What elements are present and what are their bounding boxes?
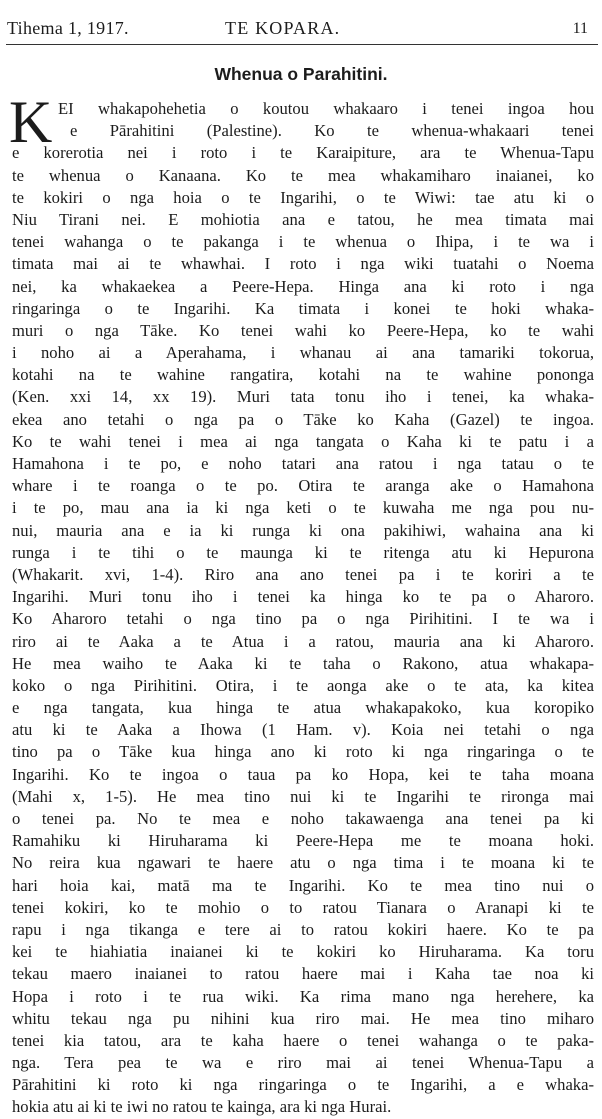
text-line: EI whakapohehetia o koutou whakaaro i tenei ingoa hou	[58, 99, 594, 118]
text-line: koko o nga Pirihitini. Otira, i te aonga ake o te ata, ka kitea	[12, 675, 594, 695]
text-line: (Whakarit. xvi, 1-4). Riro ana ano tenei pa i te koriri a te	[12, 564, 594, 584]
text-line: te kokiri o nga hoia o te Ingarihi, o te Wiwi: tae atu ki o	[12, 187, 594, 207]
text-line: rapu i nga tikanga e tere ai to ratou kokiri haere. Ko te pa	[12, 919, 594, 939]
text-line: (Ken. xxi 14, xx 19). Muri tata tonu iho i tenei, ka whaka-	[12, 387, 594, 407]
text-line: ekea ano tetahi o nga pa o Tāke ko Kaha (Gazel) te ingoa.	[12, 409, 594, 429]
text-line: te whenua o Kanaana. Ko te mea whakamiharo inaianei, ko	[12, 165, 594, 185]
text-line: riro ai te Aaka a te Atua i a ratou, mauria ana ki Aharoro.	[12, 631, 594, 651]
text-line: whare i te roanga o te po. Otira te aranga ake o Hamahona	[12, 476, 594, 496]
text-line: o tenei pa. No te mea e noho takawaenga ana tenei pa ki	[12, 809, 594, 828]
text-line: ringaringa o te Ingarihi. Ka timata i konei te hoki whaka-	[12, 298, 594, 318]
article-body	[9, 89, 594, 1119]
text-line: nga. Tera pea te wa e riro mai ai tenei Whenua-Tapu a	[12, 1053, 594, 1073]
text-line: tenei kokiri, ko te mohio o to ratou Tianara o Aranapi ki te	[12, 897, 594, 917]
text-line: Hopa i roto i te rua wiki. Ka rima mano nga herehere, ka	[12, 986, 594, 1006]
text-line: hari hoia kai, matā ma te Ingarihi. Ko te mea tino nui o	[12, 875, 594, 895]
text-line: e Pārahitini (Palestine). Ko te whenua-whakaari tenei	[70, 121, 594, 141]
text-line: i te po, mau ana ia ki nga keti o te kuwaha me nga pou nu-	[12, 498, 594, 518]
text-line: e korerotia nei i roto i te Karaipiture, ara te Whenua-Tapu	[12, 143, 594, 163]
text-line: Pārahitini ki roto ki nga ringaringa o te Ingarihi, a e whaka-	[12, 1075, 594, 1095]
text-line: Ko Aharoro tetahi o nga tino pa o nga Pirihitini. I te wa i	[12, 609, 594, 629]
text-line: No reira kua ngawari te haere atu o nga tima i te moana ki te	[12, 853, 594, 873]
page-number: 11	[572, 20, 588, 37]
text-line: Hamahona i te po, e noho tatari ana ratou i nga tatau o te	[12, 454, 594, 473]
text-line: Ko te wahi tenei i mea ai nga tangata o Kaha ki te patu i a	[12, 431, 594, 451]
issue-date: Tihema 1, 1917.	[7, 18, 129, 38]
text-line: e nga tangata, kua hinga te atua whakapakoko, kua koropiko	[12, 698, 594, 718]
page-header	[0, 18, 602, 42]
text-line: tenei kia tatou, ara te kaha haere o tenei wahanga o te paka-	[12, 1030, 594, 1050]
article-title: Whenua o Parahitini.	[214, 64, 388, 84]
text-line: muri o nga Tāke. Ko tenei wahi ko Peere-Hepa, ko te wahi	[12, 320, 594, 340]
text-line: Ingarihi. Ko te ingoa o taua pa ko Hopa, kei te taha moana	[12, 764, 594, 784]
text-line: whitu tekau nga pu nihini kua riro mai. He mea tino miharo	[12, 1008, 594, 1028]
text-line: Ingarihi. Muri tonu iho i tenei ka hinga ko te pa o Aharoro.	[12, 587, 594, 607]
text-line: timata mai ai te whawhai. I roto i nga wiki tuatahi o Noema	[12, 254, 594, 274]
text-line: kotahi na te wahine rangatira, kotahi na te wahine pononga	[12, 365, 594, 385]
text-line: tino pa o Tāke kua hinga ano ki roto ki nga ringaringa o te	[12, 742, 594, 762]
text-line: (Mahi x, 1-5). He mea tino nui ki te Ingarihi te rironga mai	[12, 786, 594, 806]
publication-title: TE KOPARA.	[225, 18, 341, 38]
text-line: atu ki te Aaka a Ihowa (1 Ham. v). Koia nei tetahi o nga	[12, 720, 594, 740]
text-line: He mea waiho te Aaka ki te taha o Rakono, atua whakapa-	[12, 653, 594, 673]
text-line: tenei wahanga o te pakanga i te whenua o Ihipa, i te wa i	[12, 232, 594, 252]
text-line: runga i te tihi o te maunga ki te ritenga atu ki Hepurona	[12, 542, 594, 562]
text-line: nui, mauria ana e ia ki runga ki ona pakihiwi, wahaina ana ki	[12, 520, 594, 540]
text-line: hokia atu ai ki te iwi no ratou te kainga, ara ki nga Hurai.	[12, 1097, 392, 1117]
text-line: Niu Tirani nei. E mohiotia ana e tatou, he mea timata mai	[12, 209, 594, 229]
text-line: tekau maero inaianei to ratou haere mai i Kaha tae noa ki	[12, 964, 594, 984]
text-line: nei, ka whakaekea a Peere-Hepa. Hinga ana ki roto i nga	[12, 276, 594, 296]
text-line: i noho ai a Aperahama, i whanau ai ana tamariki tokorua,	[12, 343, 594, 363]
text-line: Ramahiku ki Hiruharama ki Peere-Hepa me te moana hoki.	[12, 831, 594, 851]
header-rule	[6, 44, 598, 45]
text-line: kei te hiahiatia inaianei ki te kokiri ko Hiruharama. Ka toru	[12, 942, 594, 962]
drop-cap: K	[9, 89, 53, 155]
